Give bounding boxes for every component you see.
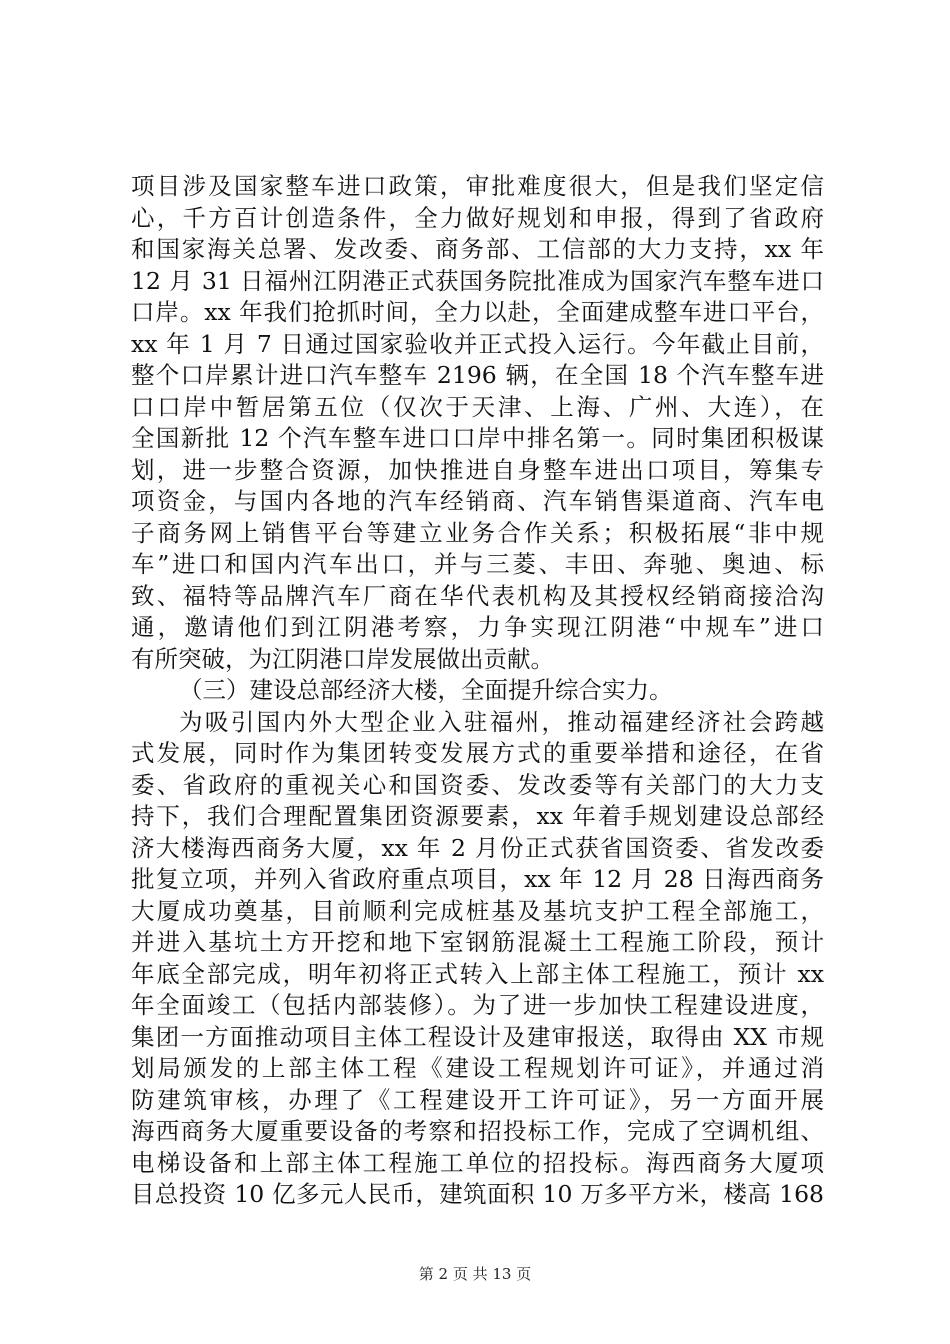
text-line: 全国新批 12 个汽车整车进口口岸中排名第一。同时集团积极谋 [131, 424, 824, 452]
document-body [131, 171, 824, 1211]
paragraph-import-port [131, 171, 824, 675]
section-heading-text: （三）建设总部经济大楼，全面提升综合实力。 [179, 676, 673, 704]
text-line: 口口岸中暂居第五位（仅次于天津、上海、广州、大连），在 [131, 392, 824, 421]
text-line: 划，进一步整合资源，加快推进自身整车进出口项目，筹集专 [131, 455, 824, 484]
text-line: 济大楼海西商务大厦，xx 年 2 月份正式获省国资委、省发改委 [131, 833, 824, 862]
text-line: 目总投资 10 亿多元人民币，建筑面积 10 万多平方米，楼高 168 [131, 1180, 824, 1208]
text-line: 海西商务大厦重要设备的考察和招投标工作，完成了空调机组、 [131, 1117, 824, 1145]
text-line: 年底全部完成，明年初将正式转入上部主体工程施工，预计 xx [131, 959, 824, 988]
text-line: 车”进口和国内汽车出口，并与三菱、丰田、奔驰、奥迪、标 [131, 550, 824, 578]
text-line: 口岸。xx 年我们抢抓时间，全力以赴，全面建成整车进口平台， [131, 298, 824, 326]
text-line: 通，邀请他们到江阴港考察，力争实现江阴港“中规车”进口 [131, 613, 824, 641]
text-line: 年全面竣工（包括内部装修）。为了进一步加快工程建设进度， [131, 991, 824, 1019]
text-line: 项目涉及国家整车进口政策，审批难度很大，但是我们坚定信 [131, 172, 824, 200]
text-line: 并进入基坑土方开挖和地下室钢筋混凝土工程施工阶段，预计 [131, 928, 824, 956]
text-line: 集团一方面推动项目主体工程设计及建审报送，取得由 XX 市规 [131, 1022, 824, 1051]
text-line: 委、省政府的重视关心和国资委、发改委等有关部门的大力支 [131, 770, 824, 799]
text-line: 持下，我们合理配置集团资源要素，xx 年着手规划建设总部经 [131, 802, 824, 830]
page-number-footer: 第 2 页 共 13 页 [418, 1265, 532, 1283]
text-line: 子商务网上销售平台等建立业务合作关系；积极拓展“非中规 [131, 518, 824, 547]
section-heading [131, 675, 824, 707]
text-line: 致、福特等品牌汽车厂商在华代表机构及其授权经销商接洽沟 [131, 581, 824, 610]
text-line: xx 年 1 月 7 日通过国家验收并正式投入运行。今年截止目前， [131, 329, 824, 358]
text-line: 有所突破，为江阴港口岸发展做出贡献。 [131, 644, 554, 673]
text-line: 大厦成功奠基，目前顺利完成桩基及基坑支护工程全部施工， [131, 896, 824, 925]
text-line: 和国家海关总署、发改委、商务部、工信部的大力支持，xx 年 [131, 235, 824, 263]
text-line: 批复立项，并列入省政府重点项目，xx 年 12 月 28 日海西商务 [131, 865, 824, 893]
text-line: 划局颁发的上部主体工程《建设工程规划许可证》，并通过消 [131, 1054, 824, 1082]
text-line: 项资金，与国内各地的汽车经销商、汽车销售渠道商、汽车电 [131, 487, 824, 515]
text-line: 式发展，同时作为集团转变发展方式的重要举措和途径，在省 [131, 739, 824, 767]
text-line: 电梯设备和上部主体工程施工单位的招投标。海西商务大厦项 [131, 1148, 824, 1177]
text-line: 为吸引国内外大型企业入驻福州，推动福建经济社会跨越 [179, 707, 824, 736]
paragraph-headquarters-building [131, 707, 824, 1211]
text-line: 心，千方百计创造条件，全力做好规划和申报，得到了省政府 [131, 203, 824, 232]
text-line: 防建筑审核，办理了《工程建设开工许可证》，另一方面开展 [131, 1085, 824, 1114]
text-line: 12 月 31 日福州江阴港正式获国务院批准成为国家汽车整车进口 [131, 266, 824, 295]
text-line: 整个口岸累计进口汽车整车 2196 辆，在全国 18 个汽车整车进 [131, 361, 824, 389]
